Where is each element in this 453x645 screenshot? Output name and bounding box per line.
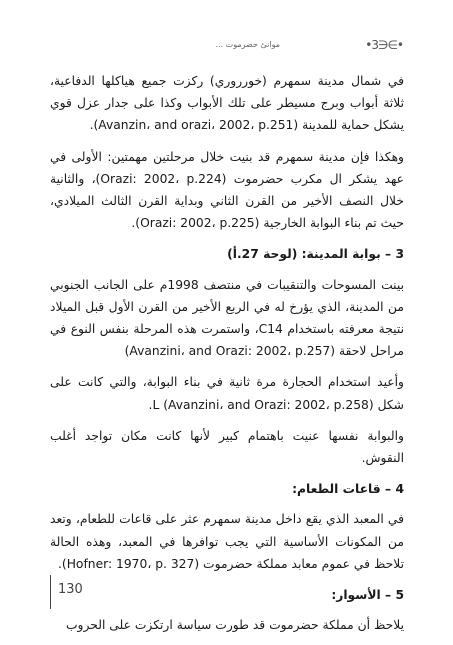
paragraph: وهكذا فإن مدينة سمهرم قد بنيت خلال مرحلتين مهمتين: الأولى في عهد يشكر ال مكرب حضرموت (Orazi: 2002، p.224)، والثانية خلال النصف الأخير من القرن الثاني وبداية القرن الثالث الميلادي، حيث تم بناء البوابة الخارجية (Orazi: 2002، p.225). — [50, 149, 404, 231]
paragraph: يلاحظ أن مملكة حضرموت قد طورت سياسة ارتكزت على الحروب — [65, 618, 404, 633]
header-ornament-icon: •3∋∈• — [365, 38, 403, 52]
page-number: 130 — [58, 582, 83, 597]
page-body — [50, 70, 404, 645]
paragraph: في شمال مدينة سمهرم (خورروري) ركزت جميع هياكلها الدفاعية، ثلاثة أبواب وبرج مسيطر على تلك الأبواب وكذا على جدار عزل قوي يشكل حماية للمدينة (Avanzin، and orazi، 2002، p.251). — [50, 74, 404, 133]
paragraph: في المعبد الذي يقع داخل مدينة سمهرم عثر على قاعات للطعام، وتعد من المكونات الأساسية التي يجب توافرها في المعبد، وهذه الحالة تلاحظ في عموم معابد مملكة حضرموت (Hofner: 1970، p. 327). — [50, 512, 404, 571]
paragraph: بينت المسوحات والتنقيبات في منتصف 1998م على الجانب الجنوبي من المدينة، الذي يؤرخ له في الربع الأخير من القرن الأول قبل الميلاد نتيجة معرفته باستخدام C14، واستمرت هذه المرحلة بنفس النوع في مراحل لاحقة (Avanzini، and Orazi: 2002، p.257) — [50, 277, 404, 359]
section-heading: 5 – الأسوار: — [331, 588, 404, 603]
section-heading: 4 – قاعات الطعام: — [292, 482, 404, 497]
paragraph: وأعيد استخدام الحجارة مرة ثانية في بناء البوابة، والتي كانت على شكل L (Avanzini، and Orazi: 2002، p.258). — [50, 375, 404, 412]
section-heading: 3 – بوابة المدينة: (لوحة 27.أ) — [227, 247, 404, 262]
running-title: موانئ حضرموت ... — [215, 40, 280, 49]
footer-divider — [50, 575, 51, 609]
running-header — [0, 38, 453, 58]
paragraph: والبوابة نفسها عنيت باهتمام كبير لأنها كانت مكان تواجد أغلب النقوش. — [50, 428, 404, 466]
